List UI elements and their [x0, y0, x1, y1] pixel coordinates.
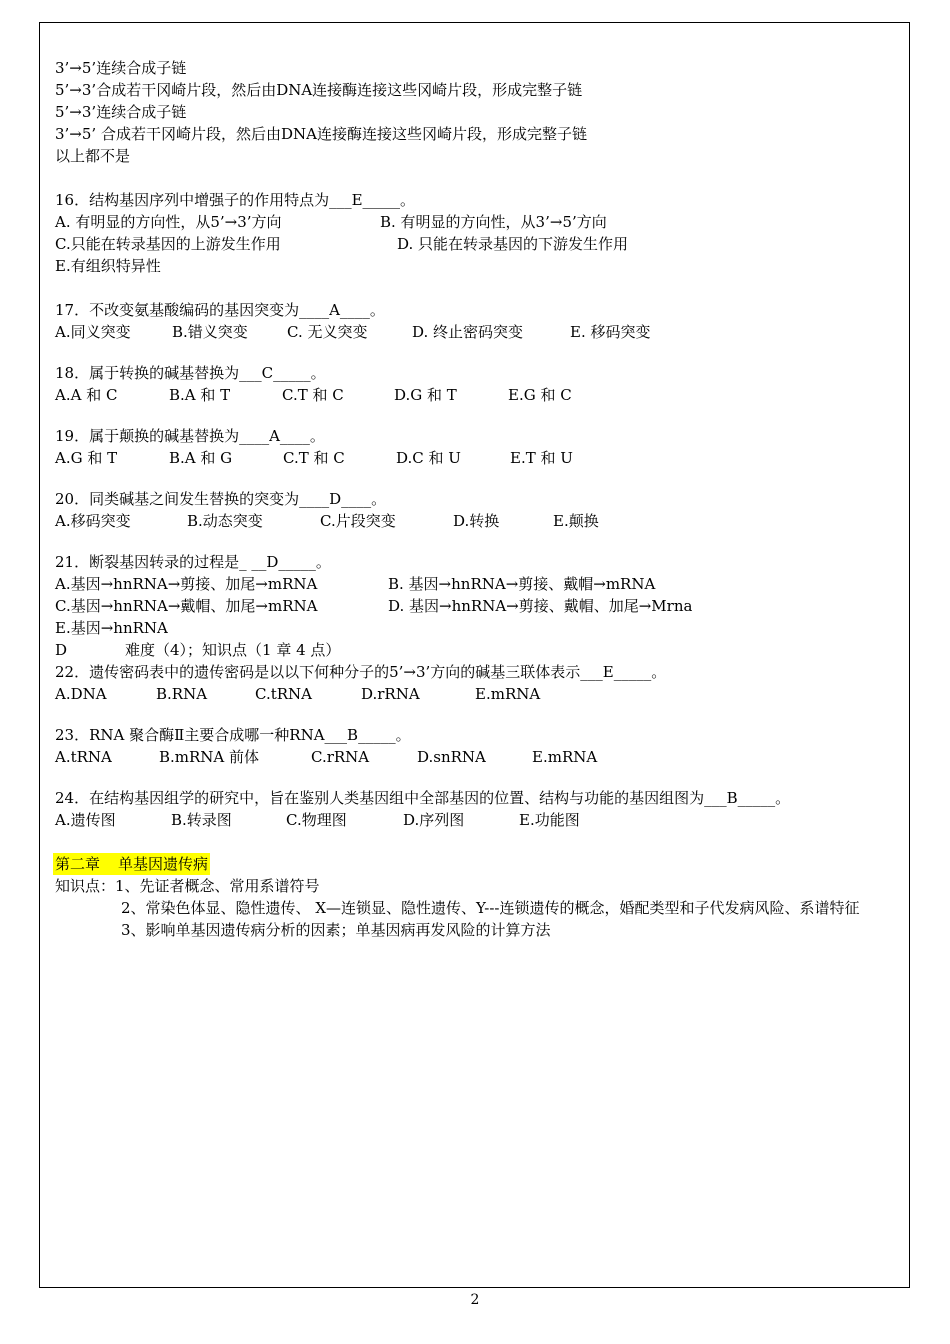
option: E.功能图	[519, 811, 580, 829]
question-22-stem: 22．遗传密码表中的遗传密码是以以下何种分子的5’→3’方向的碱基三联体表示___E_____。	[55, 663, 667, 681]
option: E. 移码突变	[570, 323, 651, 341]
prev-option: 5’→3’合成若干冈崎片段，然后由DNA连接酶连接这些冈崎片段，形成完整子链	[55, 81, 583, 99]
option: E.颠换	[553, 512, 599, 530]
option: E.mRNA	[475, 685, 541, 703]
question-24-stem: 24．在结构基因组学的研究中，旨在鉴别人类基因组中全部基因的位置、结构与功能的基因组图为___B_____。	[55, 789, 791, 807]
option: C. 无义突变	[287, 323, 368, 341]
page-number: 2	[470, 1292, 480, 1308]
question-24-options	[55, 809, 905, 831]
option: C.只能在转录基因的上游发生作用	[55, 235, 281, 253]
option: C.T 和 C	[283, 449, 345, 467]
option: D.snRNA	[417, 748, 486, 766]
knowledge-point-1: 知识点：1、先证者概念、常用系谱符号	[55, 877, 320, 895]
option: B. 基因→hnRNA→剪接、戴帽→mRNA	[388, 575, 656, 593]
option: D. 基因→hnRNA→剪接、戴帽、加尾→Mrna	[388, 597, 693, 615]
option: C.片段突变	[320, 512, 396, 530]
prev-option: 3’→5’连续合成子链	[55, 59, 187, 77]
option: A.移码突变	[55, 512, 131, 530]
option: D.转换	[453, 512, 500, 530]
question-19-options	[55, 447, 905, 469]
option: B.转录图	[171, 811, 232, 829]
option: A. 有明显的方向性，从5’→3’方向	[55, 213, 282, 231]
option: D.序列图	[403, 811, 465, 829]
option: B.mRNA 前体	[159, 748, 260, 766]
option: D.rRNA	[361, 685, 420, 703]
question-23-options	[55, 746, 905, 768]
answer-letter: D	[55, 641, 68, 659]
option: C.tRNA	[255, 685, 312, 703]
option: B.A 和 T	[169, 386, 231, 404]
question-21-options-row-1	[55, 573, 905, 595]
option: B.错义突变	[172, 323, 248, 341]
option: A.DNA	[55, 685, 107, 703]
option: E.基因→hnRNA	[55, 619, 168, 637]
chapter-label: 第二章	[55, 855, 101, 873]
knowledge-point-2: 2、常染色体显、隐性遗传、 X—连锁显、隐性遗传、Y---连锁遗传的概念，婚配类型和子代发病风险、系谱特征	[121, 899, 860, 917]
option: D.C 和 U	[396, 449, 461, 467]
question-16-options-row-3	[55, 255, 905, 277]
knowledge-point-3: 3、影响单基因遗传病分析的因素；单基因病再发风险的计算方法	[121, 921, 551, 939]
question-16-stem: 16．结构基因序列中增强子的作用特点为___E_____。	[55, 191, 416, 209]
option: C.物理图	[286, 811, 347, 829]
option: A.同义突变	[55, 323, 131, 341]
question-22-options	[55, 683, 905, 705]
option: B.A 和 G	[169, 449, 233, 467]
option: B. 有明显的方向性，从3’→5’方向	[380, 213, 607, 231]
option: C.T 和 C	[282, 386, 344, 404]
question-23-stem: 23．RNA 聚合酶Ⅱ主要合成哪一种RNA___B_____。	[55, 726, 411, 744]
question-18-options	[55, 384, 905, 406]
option: D.G 和 T	[394, 386, 457, 404]
option: E.有组织特异性	[55, 257, 161, 275]
question-20-options	[55, 510, 905, 532]
question-20-stem: 20．同类碱基之间发生替换的突变为____D____。	[55, 490, 387, 508]
option: B.RNA	[156, 685, 208, 703]
option: B.动态突变	[187, 512, 263, 530]
question-21-stem: 21．断裂基因转录的过程是_ __D_____。	[55, 553, 331, 571]
question-17-options	[55, 321, 905, 343]
prev-option: 5’→3’连续合成子链	[55, 103, 187, 121]
option: A.基因→hnRNA→剪接、加尾→mRNA	[55, 575, 318, 593]
question-19-stem: 19．属于颠换的碱基替换为____A____。	[55, 427, 325, 445]
question-17-stem: 17．不改变氨基酸编码的基因突变为____A____。	[55, 301, 385, 319]
option: E.G 和 C	[508, 386, 572, 404]
question-21-options-row-3	[55, 617, 905, 639]
question-21-options-row-2	[55, 595, 905, 617]
option: D. 只能在转录基因的下游发生作用	[397, 235, 629, 253]
option: A.tRNA	[55, 748, 112, 766]
document-body	[55, 57, 905, 941]
option: E.mRNA	[532, 748, 598, 766]
option: C.基因→hnRNA→戴帽、加尾→mRNA	[55, 597, 318, 615]
option: A.遗传图	[55, 811, 116, 829]
chapter-heading-row	[55, 853, 905, 875]
option: A.G 和 T	[55, 449, 118, 467]
option: C.rRNA	[311, 748, 370, 766]
prev-option: 以上都不是	[55, 147, 131, 165]
option: A.A 和 C	[55, 386, 118, 404]
question-16-options-row-1	[55, 211, 905, 233]
question-18-stem: 18．属于转换的碱基替换为___C_____。	[55, 364, 326, 382]
chapter-title: 单基因遗传病	[118, 855, 209, 873]
option: E.T 和 U	[510, 449, 573, 467]
question-16-options-row-2	[55, 233, 905, 255]
prev-option: 3’→5’ 合成若干冈崎片段，然后由DNA连接酶连接这些冈崎片段，形成完整子链	[55, 125, 587, 143]
option: D. 终止密码突变	[412, 323, 524, 341]
difficulty-note: 难度（4）；知识点（1 章 4 点）	[125, 641, 341, 659]
chapter-heading	[53, 853, 210, 875]
question-21-answer-note	[55, 639, 905, 661]
